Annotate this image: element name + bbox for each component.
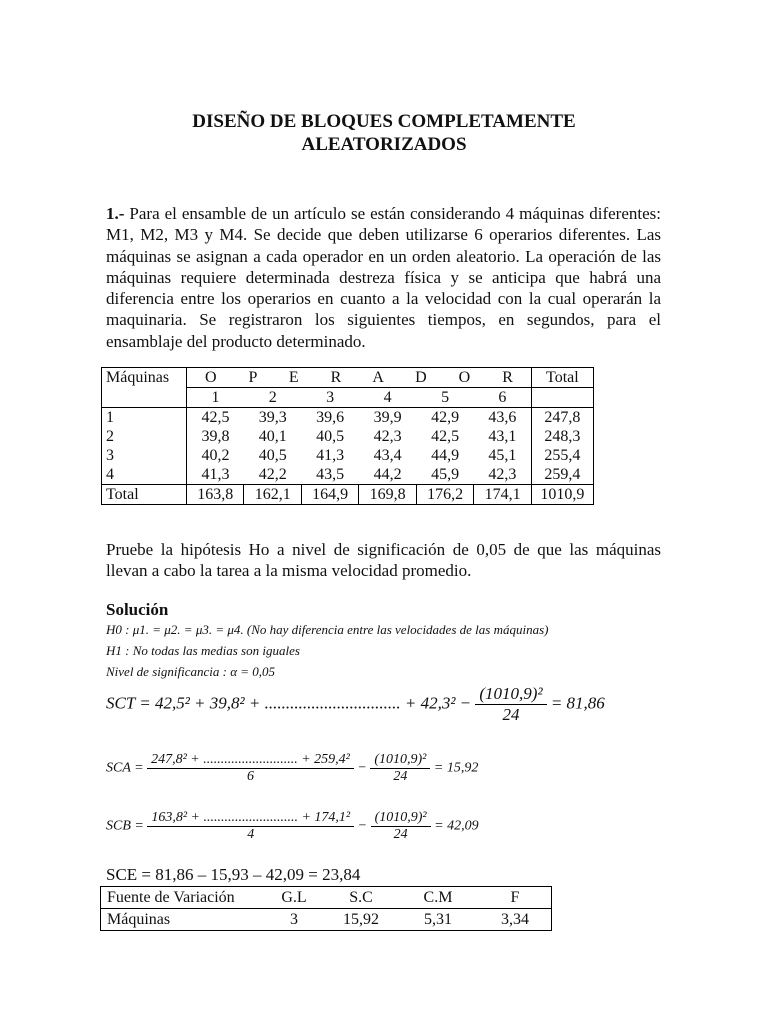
column-total: 164,9 <box>301 485 358 505</box>
operator-number: 3 <box>301 388 358 408</box>
sct-fraction <box>475 684 546 725</box>
row-total: 247,8 <box>531 408 593 428</box>
cell: 45,1 <box>488 447 517 464</box>
operator-number: 5 <box>416 388 473 408</box>
anova-header: G.L <box>263 887 325 909</box>
scb-numerator: 163,8² + ........................... + 174,1² <box>147 810 354 827</box>
table-row <box>102 427 594 446</box>
anova-table <box>100 886 552 931</box>
scb-fraction-1 <box>147 810 354 843</box>
sct-equation <box>106 684 605 725</box>
cell: 43,6 <box>474 408 532 428</box>
sct-denominator: 24 <box>502 705 520 724</box>
null-hypothesis: H0 : μ1. = μ2. = μ3. = μ4. (No hay diferencia entre las velocidades de las máquinas) <box>106 622 549 637</box>
column-total: 176,2 <box>416 485 473 505</box>
sca-result: = 15,92 <box>433 760 479 776</box>
question-text: Pruebe la hipótesis Ho a nivel de significación de 0,05 de que las máquinas llevan a cabo la tarea a la misma velocidad promedio. <box>106 540 661 581</box>
sct-result: = 81,86 <box>550 693 605 713</box>
problem-text: Para el ensamble de un artículo se están considerando 4 máquinas diferentes: M1, M2, M3 y M4. Se decide que deben utilizarse 6 operarios diferentes. Las máquinas se asignan a cada operador en un orden aleatorio. La operación de las máquinas requiere determinada destreza física y se anticipa que habrá una diferencia entre los operarios en cuanto a la velocidad con la cual operarán la maquinaria. Se registraron los siguientes tiempos, en segundos, para el ensamblaje del producto determinado. <box>106 204 661 351</box>
anova-header: C.M <box>397 887 479 909</box>
cell: 40,5 <box>258 447 287 464</box>
column-total: 174,1 <box>474 485 532 505</box>
anova-row <box>101 909 552 931</box>
row-total: 248,3 <box>531 427 593 446</box>
alternative-hypothesis: H1 : No todas las medias son iguales <box>106 643 300 658</box>
sct-lhs: SCT = 42,5² + 39,8² + ................................ + 42,3² − <box>106 693 472 713</box>
title-line-2: ALEATORIZADOS <box>301 134 467 155</box>
header-operador: O P E R A D O R <box>187 368 532 388</box>
anova-header: F <box>479 887 552 909</box>
anova-cell: 3 <box>290 911 298 928</box>
table-row <box>102 408 594 428</box>
cell: 42,2 <box>258 466 287 483</box>
document-title <box>0 110 768 156</box>
cell: 44,2 <box>373 466 402 483</box>
sca-lhs: SCA = <box>106 760 144 776</box>
header-total: Total <box>531 368 593 388</box>
cell: 41,3 <box>201 466 230 483</box>
row-total: 255,4 <box>531 446 593 465</box>
sca-denominator: 6 <box>246 769 254 784</box>
sca-denominator-2: 24 <box>393 769 408 784</box>
row-label: 4 <box>102 465 187 485</box>
cell: 42,3 <box>373 428 402 445</box>
header-total-empty <box>531 388 593 408</box>
cell: 44,9 <box>431 447 460 464</box>
cell: 39,3 <box>244 408 301 428</box>
scb-result: = 42,09 <box>434 818 479 834</box>
header-maquinas: Máquinas <box>102 368 187 388</box>
title-line-1: DISEÑO DE BLOQUES COMPLETAMENTE <box>192 111 576 132</box>
problem-number: 1.- <box>106 204 125 223</box>
totals-label: Total <box>102 485 187 505</box>
row-label: 2 <box>102 427 187 446</box>
sca-numerator: 247,8² + ........................... + 259,4² <box>147 752 354 769</box>
anova-cell: 15,92 <box>343 911 379 928</box>
totals-row <box>102 485 594 505</box>
cell: 43,5 <box>316 466 345 483</box>
sca-equation <box>106 752 478 785</box>
cell: 45,9 <box>431 466 460 483</box>
operator-number: 4 <box>359 388 416 408</box>
sca-numerator-2: (1010,9)² <box>370 752 430 769</box>
operator-number: 6 <box>474 388 532 408</box>
column-total: 163,8 <box>187 485 244 505</box>
cell: 40,1 <box>258 428 287 445</box>
cell: 40,2 <box>201 447 230 464</box>
anova-header-row <box>101 887 552 909</box>
cell: 43,4 <box>373 447 402 464</box>
cell: 40,5 <box>316 428 345 445</box>
scb-denominator: 4 <box>247 827 255 842</box>
cell: 42,9 <box>416 408 473 428</box>
minus-sign: − <box>357 818 368 834</box>
cell: 42,5 <box>187 408 244 428</box>
problem-statement <box>106 203 661 352</box>
significance-level: Nivel de significancia : α = 0,05 <box>106 664 276 679</box>
header-empty <box>102 388 187 408</box>
table-row <box>102 446 594 465</box>
anova-cell: 5,31 <box>424 911 452 928</box>
row-total: 259,4 <box>531 465 593 485</box>
grand-total: 1010,9 <box>531 485 593 505</box>
scb-denominator-2: 24 <box>393 827 408 842</box>
operator-number: 2 <box>244 388 301 408</box>
solution-heading: Solución <box>106 600 169 619</box>
column-total: 162,1 <box>244 485 301 505</box>
cell: 43,1 <box>488 428 517 445</box>
scb-equation <box>106 810 479 843</box>
sce-equation: SCE = 81,86 – 15,93 – 42,09 = 23,84 <box>106 865 361 884</box>
data-table <box>101 367 594 505</box>
cell: 39,9 <box>359 408 416 428</box>
scb-fraction-2 <box>371 810 431 843</box>
column-total: 169,8 <box>359 485 416 505</box>
operator-number: 1 <box>187 388 244 408</box>
row-label: 3 <box>102 446 187 465</box>
scb-numerator-2: (1010,9)² <box>371 810 431 827</box>
minus-sign: − <box>357 760 367 776</box>
sca-fraction-2 <box>370 752 430 785</box>
sct-numerator: (1010,9)² <box>475 684 546 705</box>
row-label: 1 <box>102 408 187 428</box>
anova-cell: 3,34 <box>501 911 529 928</box>
table-row <box>102 465 594 485</box>
cell: 39,6 <box>301 408 358 428</box>
anova-header: S.C <box>325 887 397 909</box>
sca-fraction-1 <box>147 752 354 785</box>
cell: 42,3 <box>488 466 517 483</box>
cell: 39,8 <box>201 428 230 445</box>
cell: 41,3 <box>316 447 345 464</box>
anova-cell: Máquinas <box>107 911 171 928</box>
anova-header: Fuente de Variación <box>101 887 264 909</box>
cell: 42,5 <box>431 428 460 445</box>
scb-lhs: SCB = <box>106 818 144 834</box>
